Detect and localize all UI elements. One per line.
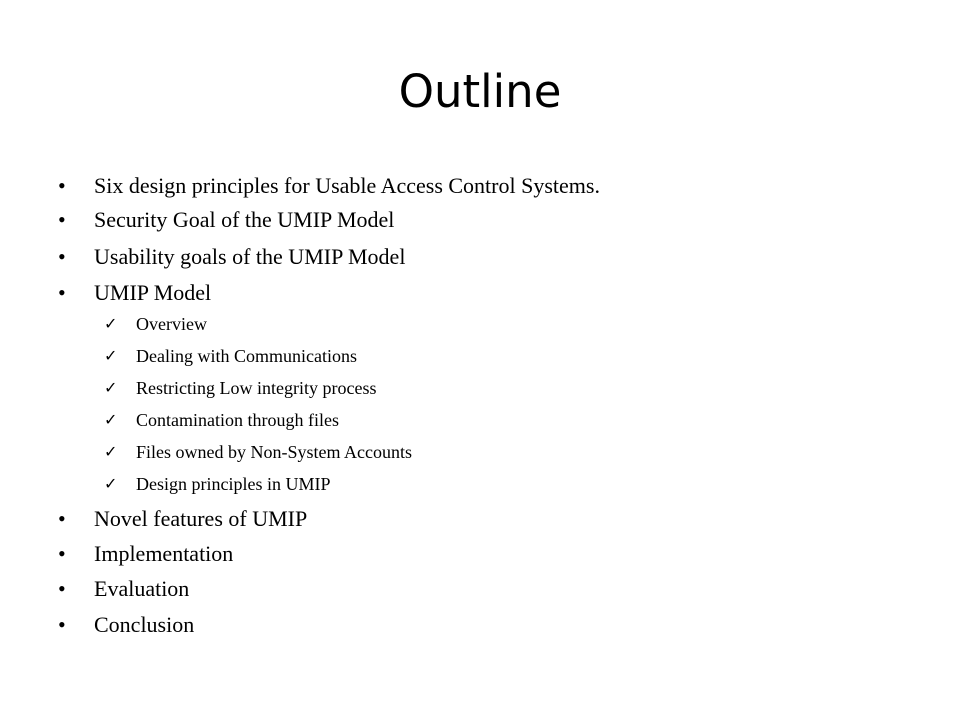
outline-item-text: Implementation (94, 541, 234, 566)
outline-subitem-text: Contamination through files (136, 410, 339, 430)
bullet-icon: • (58, 244, 66, 269)
outline-item-text: Six design principles for Usable Access Control Systems. (94, 173, 600, 198)
checkmark-icon: ✓ (104, 410, 118, 429)
bullet-icon: • (58, 280, 66, 305)
checkmark-icon: ✓ (104, 346, 118, 365)
bullet-icon: • (58, 207, 66, 232)
checkmark-icon: ✓ (104, 474, 118, 493)
outline-subitem-text: Design principles in UMIP (136, 474, 331, 494)
bullet-icon: • (58, 612, 66, 637)
checkmark-icon: ✓ (104, 442, 118, 461)
outline-item-text: Evaluation (94, 576, 190, 601)
bullet-icon: • (58, 506, 66, 531)
outline-item-text: UMIP Model (94, 280, 212, 305)
outline-item-text: Novel features of UMIP (94, 506, 308, 531)
outline-subitem-text: Dealing with Communications (136, 346, 357, 366)
checkmark-icon: ✓ (104, 378, 118, 397)
bullet-icon: • (58, 576, 66, 601)
outline-item-text: Security Goal of the UMIP Model (94, 207, 395, 232)
slide-title: Outline (398, 65, 562, 118)
bullet-icon: • (58, 541, 66, 566)
outline-subitem-text: Restricting Low integrity process (136, 378, 377, 398)
bullet-icon: • (58, 173, 66, 198)
checkmark-icon: ✓ (104, 314, 118, 333)
outline-subitem-text: Files owned by Non-System Accounts (136, 442, 412, 462)
outline-subitem-text: Overview (136, 314, 207, 334)
outline-item-text: Usability goals of the UMIP Model (94, 244, 406, 269)
outline-item-text: Conclusion (94, 612, 195, 637)
